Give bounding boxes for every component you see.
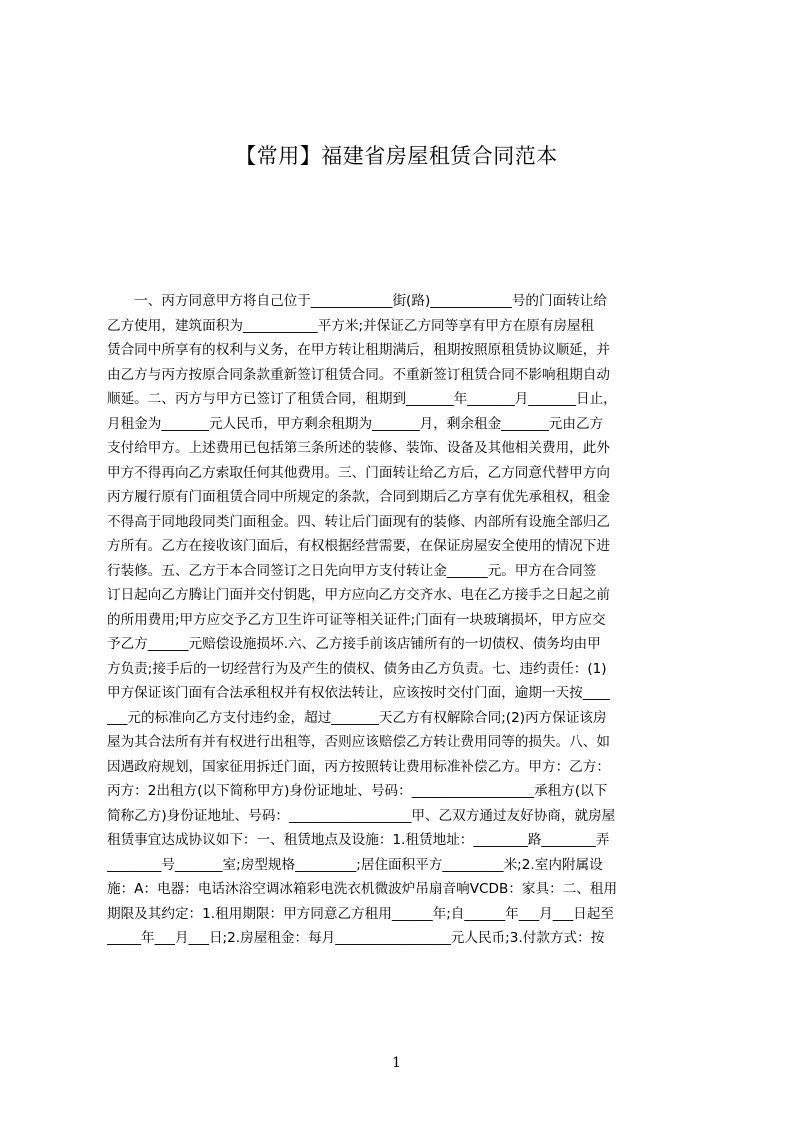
body-line: 赁合同中所享有的权利与义务，在甲方转让租期满后，租期按照原租赁协议顺延，并 [107,342,610,358]
body-line: 一、丙方同意甲方将自己位于____________街(路)____________号的门面转让给 [107,293,607,309]
body-line: 丙方：2出租方(以下简称甲方)身份证地址、号码：__________________承租方(以下 [107,783,608,799]
body-line: 予乙方______元赔偿设施损坏.六、乙方接手前该店铺所有的一切债权、债务均由甲 [107,636,601,652]
body-line: ________号_______室;房型规格_________;居住面积平方_________米;2.室内附属设 [107,856,603,873]
body-line: 丙方履行原有门面租赁合同中所规定的条款，合同到期后乙方享有优先承租权，租金 [107,489,610,505]
body-line: 的所用费用;甲方应交予乙方卫生许可证等相关证件;门面有一块玻璃损坏，甲方应交 [107,611,606,628]
body-line: 由乙方与丙方按原合同条款重新签订租赁合同。不重新签订租赁合同不影响租期自动 [107,366,610,383]
page-number: 1 [392,1055,401,1071]
body-line: 屋为其合法所有并有权进行出租等，否则应该赔偿乙方转让费用同等的损失。八、如 [107,734,610,750]
body-line: 简称乙方)身份证地址、号码：__________________甲、乙双方通过友好协商，就房屋 [107,807,616,824]
body-line: 不得高于同地段同类门面租金。四、转让后门面现有的装修、内部所有设施全部归乙 [107,513,610,530]
body-line: 月租金为_______元人民币，甲方剩余租期为_______月，剩余租金_______元由乙方 [107,415,604,432]
body-line: 方负责;接手后的一切经营行为及产生的债权、债务由乙方负责。七、违约责任：(1) [107,660,607,677]
body-line: 支付给甲方。上述费用已包括第三条所述的装修、装饰、设备及其他相关费用，此外 [107,440,610,456]
body-line: ___元的标准向乙方支付违约金，超过_______天乙方有权解除合同;(2)丙方保证该房 [107,709,607,726]
body-line: 因遇政府规划，国家征用拆迁门面，丙方按照转让费用标准补偿乙方。甲方：乙方： [107,758,610,775]
body-line: 方所有。乙方在接收该门面后，有权根据经营需要，在保证房屋安全使用的情况下进 [107,538,610,554]
document-body [107,289,699,1025]
body-line: _____年___月___日;2.房屋租金：每月_________________元人民币;3.付款方式：按 [107,930,605,946]
body-line: 施：A：电器：电话沐浴空调冰箱彩电洗衣机微波炉吊扇音响VCDB：家具：二、租用 [107,881,618,897]
body-line: 租赁事宜达成协议如下：一、租赁地点及设施：1.租赁地址：________路________弄 [107,832,610,848]
body-line: 甲方不得再向乙方索取任何其他费用。三、门面转让给乙方后，乙方同意代替甲方向 [107,464,610,481]
body-line: 订日起向乙方腾让门面并交付钥匙，甲方应向乙方交齐水、电在乙方接手之日起之前 [107,587,610,603]
body-line: 顺延。二、丙方与甲方已签订了租赁合同，租期到_______年_______月_______日止， [107,391,617,407]
document-title: 【常用】福建省房屋租赁合同范本 [235,144,558,168]
body-line: 甲方保证该门面有合法承租权并有权依法转让，应该按时交付门面，逾期一天按____ [107,685,610,701]
body-line: 行装修。五、乙方于本合同签订之日先向甲方支付转让金______元。甲方在合同签 [107,562,597,579]
body-line: 期限及其约定：1.租用期限：甲方同意乙方租用______年;自______年___月___日起至 [107,905,614,922]
body-line: 乙方使用，建筑面积为___________平方米;并保证乙方同等享有甲方在原有房屋租 [107,317,595,334]
